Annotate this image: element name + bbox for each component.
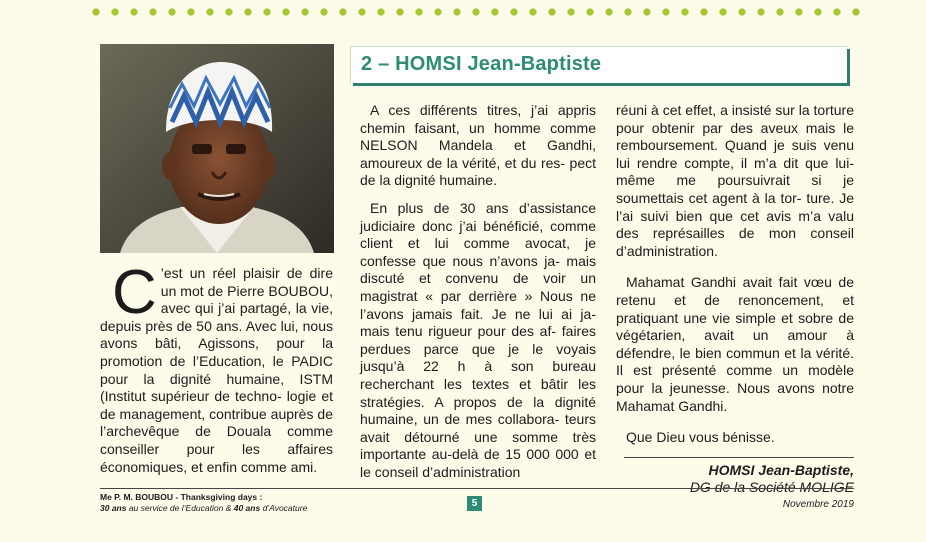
footer-education: au service de l’Education & [126, 503, 234, 513]
column-2 [360, 102, 596, 481]
paragraph-assistance: En plus de 30 ans d’assistance judiciaire donc j’ai bénéficié, comme client et lui comme avocat, je confesse que nous n’avons ja- mais discuté et convenu de voir un magistrat « par derrière » Nous ne l’avons jamais fait. Je ne lui ai ja- mais tenu rigueur pour des af- faires perdues parce que je le voyais jusqu’à 22 h à son bureau recherchant les textes et bâtir les stratégies. A propos de la dignité humaine, un de mes collabora- teurs avait détourné une somme très importante au-delà de 15 000 000 et le conseil d’administration [360, 199, 596, 480]
column-3 [616, 102, 854, 497]
footer-avocature: d’Avocature [260, 503, 308, 513]
footer-subtitle [100, 503, 307, 514]
dotted-border-decoration [92, 7, 860, 23]
column-1 [100, 258, 333, 476]
signature-rule [624, 457, 854, 458]
signature-name: HOMSI Jean-Baptiste, [708, 461, 854, 478]
section-heading: 2 – HOMSI Jean-Baptiste [361, 53, 602, 75]
footer-rule [100, 488, 854, 489]
footer-publication [100, 492, 307, 514]
paragraph-gandhi: Mahamat Gandhi avait fait vœu de retenu et de renoncement, et pratiquant une vie simple et sobre de végétarien, avait un amour à défendre, le bien commun et la vérité. Il est présenté comme un modèle pour la jeunesse. Nous avons notre Mahamat Gandhi. [616, 274, 854, 414]
footer-date: Novembre 2019 [782, 499, 854, 510]
paragraph-torture: réuni à cet effet, a insisté sur la torture pour obtenir par des aveux mais le remboursement. Quand je suis venu lui rendre compte, il m’a dit que lui-même me poursuivrait si je soumettais cet agent à la tor- ture. Je l’ai suivi bien que cet avis m’a valu des représailles de mon conseil d’administration. [616, 102, 854, 259]
paragraph-titles: A ces différents titres, j’ai appris chemin faisant, un homme comme NELSON Mandela et Gandhi, amoureux de la vérité, et du res- pect de la dignité humaine. [360, 102, 596, 189]
drop-cap: C [112, 258, 157, 327]
closing-blessing: Que Dieu vous bénisse. [626, 429, 775, 446]
section-heading-box [350, 46, 847, 83]
footer-30-ans: 30 ans [100, 503, 127, 513]
signature-role: DG de la Société MOLIGE [689, 479, 854, 496]
footer-title: Me P. M. BOUBOU - Thanksgiving days : [100, 492, 263, 502]
intro-text: ’est un réel plaisir de dire un mot de Pierre BOUBOU, avec qui j’ai partagé, la vie, depuis près de 50 ans. Avec lui, nous avons bâti, Agissons, pour la promotion de l’Education, le PADIC pour la dignité humaine, ISTM (Institut supérieur de techno- logie et de management, contribue auprès de l’archevêque de Douala comme conseiller pour les affaires économiques, et enfin comme ami. [100, 265, 333, 475]
intro-paragraph [100, 258, 333, 476]
page-number: 5 [467, 496, 482, 511]
footer-40-ans: 40 ans [233, 503, 261, 513]
portrait-photo [100, 44, 334, 253]
portrait-illustration [100, 44, 334, 253]
